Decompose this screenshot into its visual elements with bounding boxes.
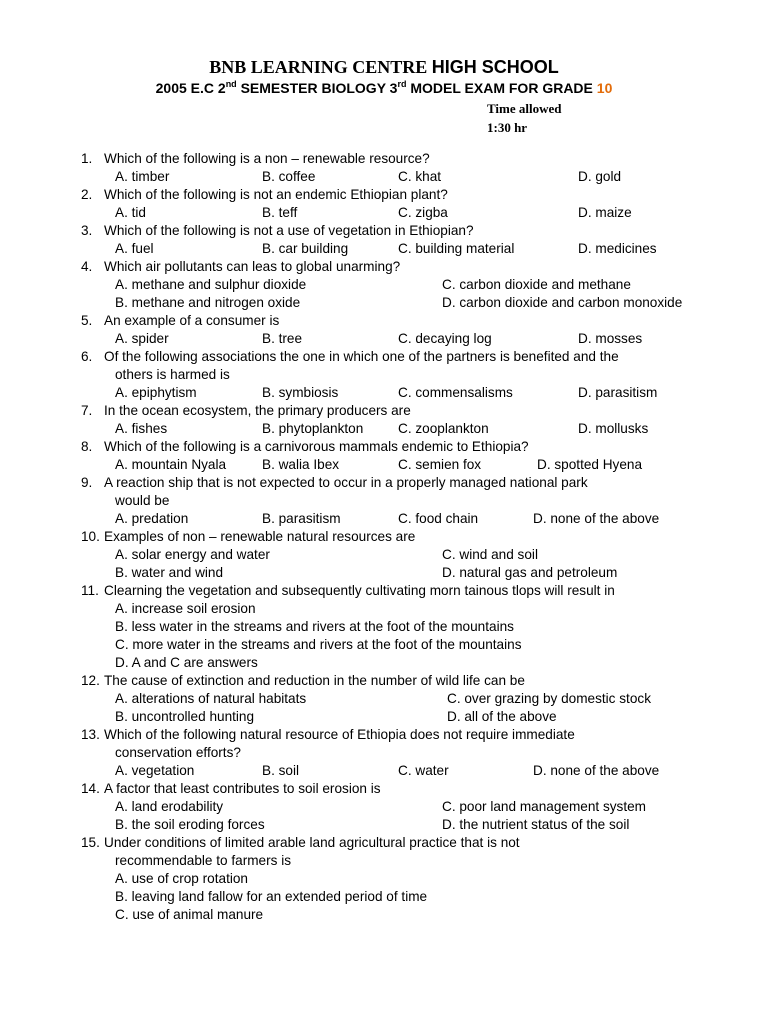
question-number: 12. [81,673,100,688]
answer-option[interactable]: D. natural gas and petroleum [442,565,618,580]
answer-option[interactable]: B. symbiosis [262,385,339,400]
option-row [0,708,768,726]
school-suffix: HIGH SCHOOL [431,57,559,77]
question-stem: Which air pollutants can leas to global unarming? [104,259,401,274]
answer-option[interactable]: B. parasitism [262,511,341,526]
exam-title-middle: SEMESTER BIOLOGY 3 [236,80,398,96]
answer-option[interactable]: C. zigba [398,205,448,220]
answer-option[interactable]: C. zooplankton [398,421,489,436]
question-stem: Which of the following is a non – renewable resource? [104,151,430,166]
answer-option[interactable]: B. tree [262,331,303,346]
question-row [0,780,768,798]
question-number: 13. [81,727,100,742]
option-row [0,384,768,402]
question-number: 10. [81,529,100,544]
answer-option[interactable]: B. methane and nitrogen oxide [115,295,301,310]
question-stem: would be [115,493,170,508]
question-stem: An example of a consumer is [104,313,280,328]
answer-option[interactable]: A. solar energy and water [115,547,270,562]
answer-option[interactable]: C. commensalisms [398,385,513,400]
answer-option[interactable]: C. carbon dioxide and methane [442,277,631,292]
exam-title-suffix: MODEL EXAM FOR GRADE [406,80,597,96]
question-number: 2. [81,187,93,202]
question-number: 5. [81,313,93,328]
question-number: 9. [81,475,93,490]
question-row [0,402,768,420]
answer-option[interactable]: A. epiphytism [115,385,197,400]
question-stem: Of the following associations the one in which one of the partners is benefited and the [104,349,619,364]
answer-option[interactable]: C. khat [398,169,442,184]
answer-option[interactable]: A. land erodability [115,799,224,814]
option-row [0,510,768,528]
question-row [0,222,768,240]
exam-title-prefix: 2005 E.C 2 [155,80,226,96]
answer-option[interactable]: D. medicines [578,241,657,256]
answer-option[interactable]: A. alterations of natural habitats [115,691,307,706]
question-stem: recommendable to farmers is [115,853,292,868]
option-row [0,618,768,636]
question-row [0,744,768,762]
answer-option[interactable]: D. gold [578,169,622,184]
answer-option[interactable]: A. timber [115,169,170,184]
question-stem: Under conditions of limited arable land agricultural practice that is not [104,835,520,850]
answer-option[interactable]: C. more water in the streams and rivers at the foot of the mountains [115,637,522,652]
option-row [0,636,768,654]
exam-title [0,79,768,97]
question-number: 11. [81,583,99,598]
option-row [0,168,768,186]
option-row [0,690,768,708]
option-row [0,762,768,780]
answer-option[interactable]: C. poor land management system [442,799,647,814]
answer-option[interactable]: D. A and C are answers [115,655,258,670]
answer-option[interactable]: D. spotted Hyena [537,457,643,472]
answer-option[interactable]: D. mollusks [578,421,649,436]
option-row [0,276,768,294]
answer-option[interactable]: C. semien fox [398,457,482,472]
answer-option[interactable]: D. maize [578,205,632,220]
question-stem: Clearning the vegetation and subsequently cultivating morn tainous tlops will result in [104,583,615,598]
question-number: 8. [81,439,93,454]
option-row [0,546,768,564]
question-row [0,582,768,600]
answer-option[interactable]: C. building material [398,241,515,256]
answer-option[interactable]: C. over grazing by domestic stock [447,691,651,706]
answer-option[interactable]: B. coffee [262,169,316,184]
option-row [0,816,768,834]
option-row [0,420,768,438]
question-row [0,312,768,330]
question-number: 15. [81,835,100,850]
question-stem: The cause of extinction and reduction in the number of wild life can be [104,673,525,688]
question-stem: others is harmed is [115,367,230,382]
answer-option[interactable]: A. spider [115,331,169,346]
question-stem: A factor that least contributes to soil erosion is [104,781,381,796]
answer-option[interactable]: A. predation [115,511,189,526]
answer-option[interactable]: B. phytoplankton [262,421,364,436]
question-stem: In the ocean ecosystem, the primary producers are [104,403,411,418]
option-row [0,240,768,258]
question-row [0,366,768,384]
question-row [0,492,768,510]
question-number: 6. [81,349,93,364]
answer-option[interactable]: A. mountain Nyala [115,457,227,472]
question-row [0,438,768,456]
answer-option[interactable]: B. teff [262,205,298,220]
option-row [0,330,768,348]
answer-option[interactable]: A. fishes [115,421,168,436]
grade-number: 10 [596,80,613,96]
option-row [0,870,768,888]
answer-option[interactable]: A. use of crop rotation [115,871,248,886]
question-stem: conservation efforts? [115,745,241,760]
answer-option[interactable]: D. carbon dioxide and carbon monoxide [442,295,683,310]
answer-option[interactable]: B. car building [262,241,349,256]
answer-option[interactable]: C. decaying log [398,331,492,346]
question-row [0,852,768,870]
question-row [0,348,768,366]
question-stem: A reaction ship that is not expected to occur in a properly managed national park [104,475,588,490]
question-number: 7. [81,403,93,418]
answer-option[interactable]: A. methane and sulphur dioxide [115,277,307,292]
answer-option[interactable]: A. increase soil erosion [115,601,256,616]
answer-option[interactable]: D. the nutrient status of the soil [442,817,630,832]
option-row [0,294,768,312]
time-allowed-label: Time allowed [487,101,562,116]
option-row [0,798,768,816]
answer-option[interactable]: C. wind and soil [442,547,538,562]
option-row [0,564,768,582]
option-row [0,654,768,672]
question-stem: Which of the following is a carnivorous mammals endemic to Ethiopia? [104,439,529,454]
question-list [0,150,768,924]
answer-option[interactable]: C. food chain [398,511,479,526]
question-row [0,528,768,546]
question-stem: Which of the following natural resource of Ethiopia does not require immediate [104,727,575,742]
ordinal-rd: rd [397,79,407,89]
question-number: 3. [81,223,93,238]
answer-option[interactable]: A. vegetation [115,763,195,778]
answer-option[interactable]: D. mosses [578,331,643,346]
answer-option[interactable]: B. walia Ibex [262,457,340,472]
question-number: 14. [81,781,100,796]
school-name: BNB LEARNING CENTRE [209,57,428,77]
question-row [0,150,768,168]
option-row [0,456,768,474]
answer-option[interactable]: B. water and wind [115,565,224,580]
question-number: 4. [81,259,93,274]
option-row [0,888,768,906]
question-row [0,186,768,204]
question-row [0,726,768,744]
answer-option[interactable]: D. none of the above [533,763,660,778]
answer-option[interactable]: A. tid [115,205,146,220]
answer-option[interactable]: D. parasitism [578,385,658,400]
answer-option[interactable]: B. soil [262,763,300,778]
question-row [0,834,768,852]
question-stem: Examples of non – renewable natural resources are [104,529,416,544]
option-row [0,906,768,924]
time-allowed-value: 1:30 hr [487,120,528,135]
answer-option[interactable]: C. water [398,763,449,778]
answer-option[interactable]: D. all of the above [447,709,557,724]
question-number: 1. [81,151,93,166]
answer-option[interactable]: B. uncontrolled hunting [115,709,255,724]
answer-option[interactable]: B. less water in the streams and rivers at the foot of the mountains [115,619,514,634]
question-stem: Which of the following is not a use of vegetation in Ethiopian? [104,223,474,238]
answer-option[interactable]: B. the soil eroding forces [115,817,265,832]
answer-option[interactable]: D. none of the above [533,511,660,526]
option-row [0,204,768,222]
question-row [0,474,768,492]
answer-option[interactable]: B. leaving land fallow for an extended period of time [115,889,428,904]
school-title [0,56,768,78]
answer-option[interactable]: A. fuel [115,241,154,256]
option-row [0,600,768,618]
question-stem: Which of the following is not an endemic Ethiopian plant? [104,187,448,202]
answer-option[interactable]: C. use of animal manure [115,907,264,922]
ordinal-nd: nd [225,79,237,89]
question-row [0,258,768,276]
question-row [0,672,768,690]
